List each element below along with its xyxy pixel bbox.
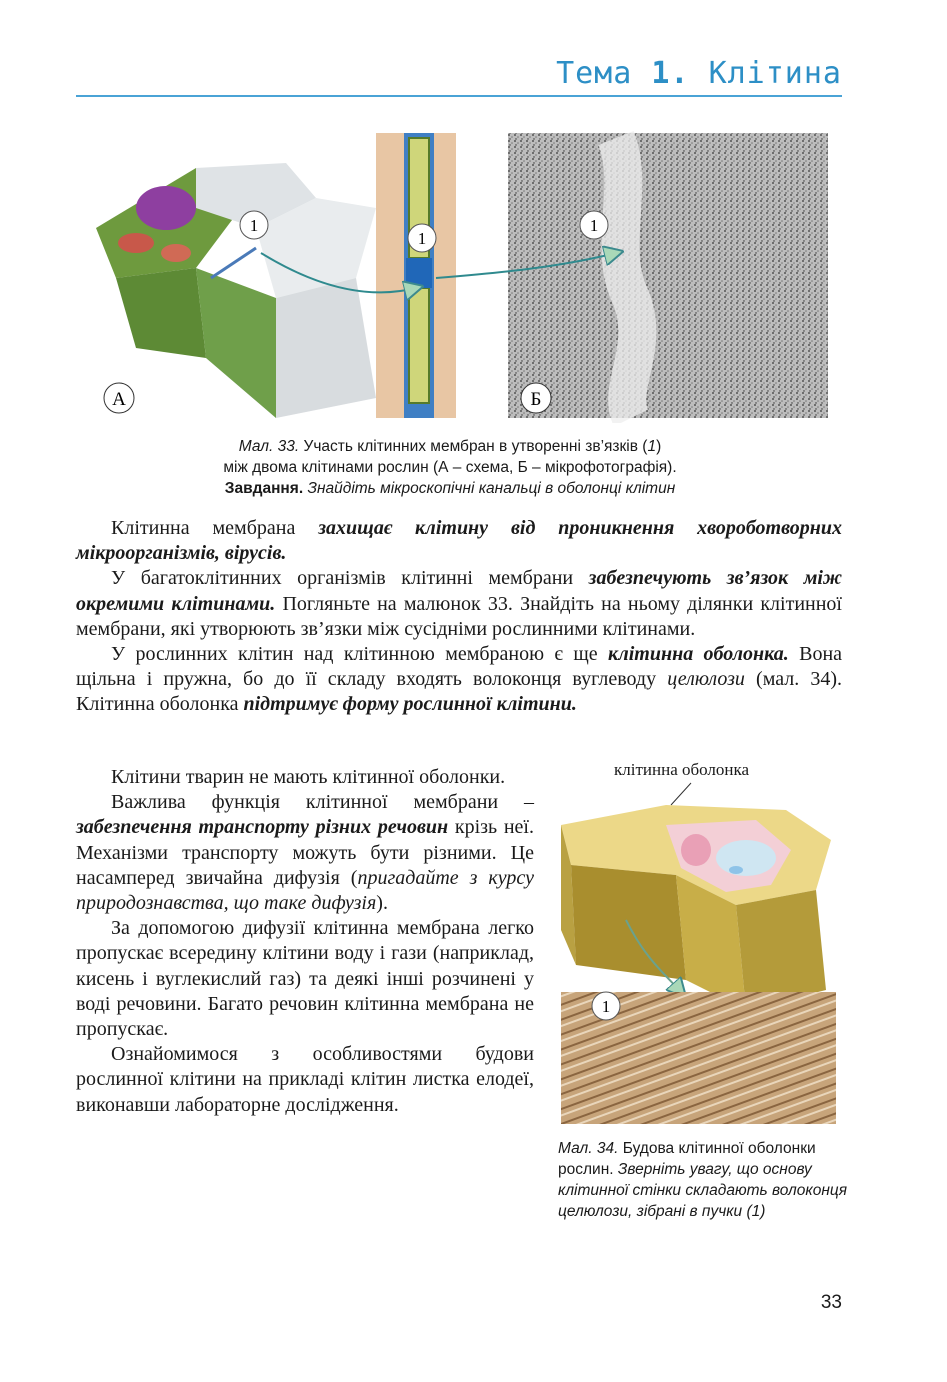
figure-33-caption: Мал. 33. Участь клітинних мембран в утворенні зв’язків (1) між двома клітинами рослин (А – схема, Б – мікрофотографія). Завдання. Знайдіть мікроскопічні канальці в оболонці клітин	[223, 438, 677, 497]
marker-1-fibers	[592, 992, 620, 1020]
cell-wall-3d	[561, 805, 831, 1010]
svg-text:Б: Б	[530, 389, 542, 410]
paragraph-2: У багатоклітинних організмів клітинні мембрани забезпечують зв’язок між окремими клітинами. Погляньте на малюнок 33. Знайдіть на ньому ділянки клітинної мембрани, які утворюють зв’язки між сусідніми рослинними клітинами.	[76, 567, 842, 640]
panel-membrane-channel	[376, 133, 456, 418]
figure-33-illustration	[76, 128, 842, 423]
figure-34-illustration	[556, 780, 841, 1128]
marker-1-channel	[408, 224, 436, 252]
label-b	[521, 383, 551, 413]
svg-text:А: А	[112, 389, 126, 410]
svg-text:1: 1	[601, 997, 611, 1016]
marker-1-a	[240, 211, 268, 239]
paragraph-4: Клітини тварин не мають клітинної оболонки.	[111, 766, 506, 788]
body-text-upper	[76, 516, 842, 718]
body-text-lower	[76, 765, 534, 1118]
svg-text:1: 1	[589, 216, 599, 235]
label-a	[104, 383, 134, 413]
cell-wall-label: клітинна оболонка	[614, 760, 750, 779]
panel-a-cell-schema	[96, 163, 376, 418]
svg-text:1: 1	[249, 216, 259, 235]
marker-1-b	[580, 211, 608, 239]
panel-b-micrograph	[508, 133, 828, 418]
header-divider	[76, 95, 842, 97]
paragraph-3: У рослинних клітин над клітинною мембраною є ще клітинна оболонка. Вона щільна і пружна, бо до її складу входять волоконця вуглеводу целюлози (мал. 34). Клітинна оболонка підтримує форму рослинної клітини.	[76, 643, 843, 716]
figure-34-caption: Мал. 34. Будова клітинної оболонки рослин. Зверніть увагу, що основу клітинної стінки складають волоконця целюлози, зібрані в пучки (1)	[558, 1140, 847, 1220]
paragraph-7: Ознайомимося з особливостями будови рослинної клітини на прикладі клітин листка елодеї, виконавши лабораторне дослідження.	[76, 1043, 534, 1116]
paragraph-5: Важлива функція клітинної мембрани – забезпечення транспорту різних речовин крізь неї. Механізми транспорту можуть бути різними. Це насамперед звичайна дифузія (пригадайте з курсу природознавства, що таке дифузія).	[76, 791, 534, 915]
page-number: 33	[820, 1292, 842, 1313]
svg-text:1: 1	[417, 229, 427, 248]
paragraph-1: Клітинна мембрана захищає клітину від проникнення хвороботворних мікроорганізмів, вірусів.	[76, 517, 842, 565]
chapter-title: Тема 1. Клітина	[556, 56, 842, 91]
paragraph-6: За допомогою дифузії клітинна мембрана легко пропускає всередину клітини воду і гази (наприклад, кисень і вуглекислий газ) та деякі інші розчинені у воді речовини. Багато речовин клітинна мембрана не пропускає.	[76, 917, 534, 1041]
